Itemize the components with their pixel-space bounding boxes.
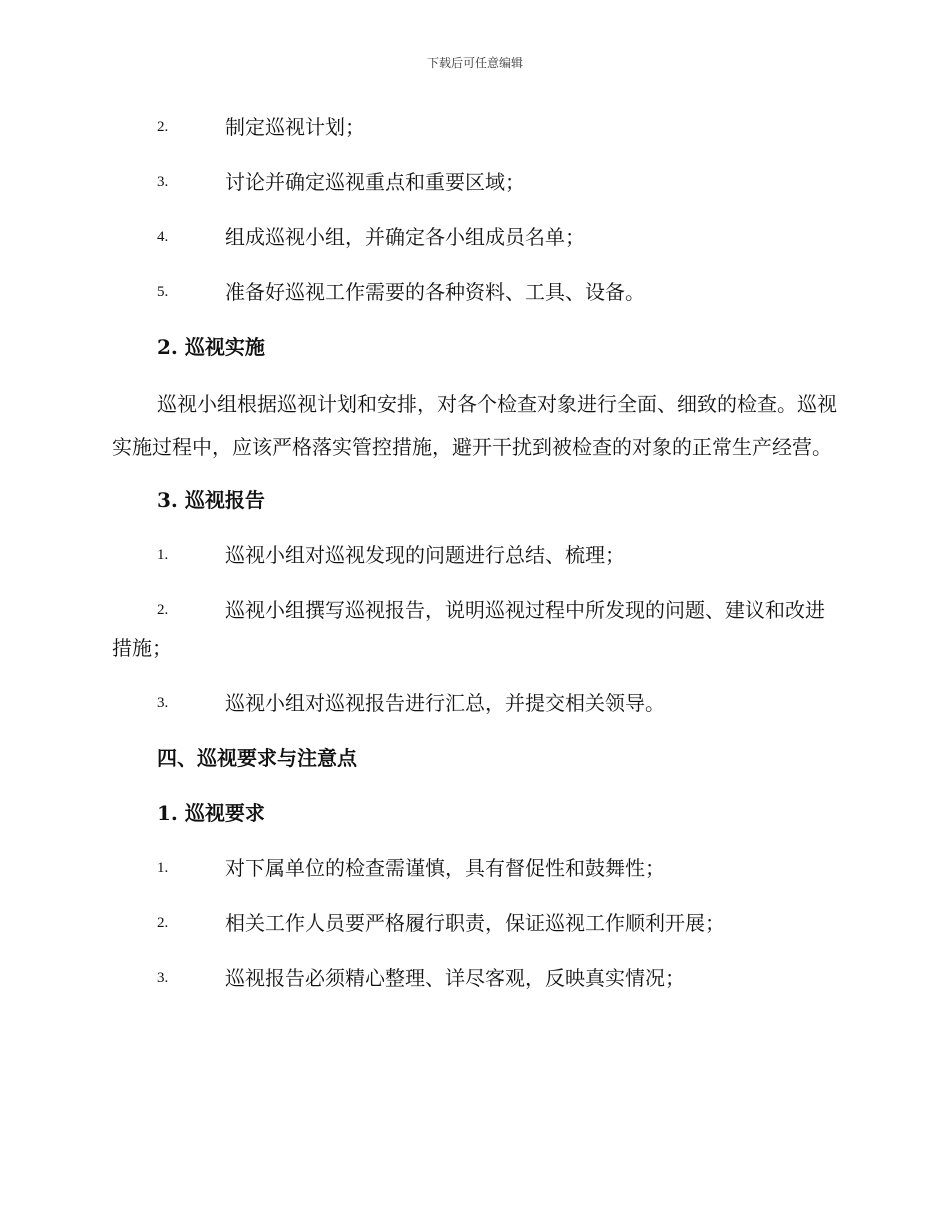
list-number: 1. bbox=[157, 547, 169, 563]
list-item bbox=[112, 959, 837, 997]
list-text: 组成巡视小组，并确定各小组成员名单； bbox=[225, 225, 585, 249]
section-heading-requirements-notes: 四、巡视要求与注意点 bbox=[157, 746, 357, 770]
list-item bbox=[112, 904, 837, 942]
list-text: 巡视小组对巡视发现的问题进行总结、梳理； bbox=[225, 543, 625, 567]
list-text: 巡视小组对巡视报告进行汇总，并提交相关领导。 bbox=[225, 691, 665, 715]
list-item bbox=[112, 591, 837, 667]
list-number: 2. bbox=[157, 915, 169, 931]
list-item bbox=[112, 684, 837, 722]
page-header: 下载后可任意编辑 bbox=[426, 56, 523, 70]
list-item bbox=[112, 849, 837, 887]
list-item bbox=[112, 536, 837, 574]
list-number: 3. bbox=[157, 695, 169, 711]
section-heading-report: 3. 巡视报告 bbox=[157, 488, 265, 512]
list-text: 巡视小组撰写巡视报告，说明巡视过程中所发现的问题、建议和改进措施； bbox=[112, 598, 825, 660]
list-item bbox=[112, 108, 837, 146]
list-number: 4. bbox=[157, 229, 169, 245]
list-number: 5. bbox=[157, 284, 169, 300]
list-text: 相关工作人员要严格履行职责，保证巡视工作顺利开展； bbox=[225, 911, 725, 935]
list-text: 巡视报告必须精心整理、详尽客观，反映真实情况； bbox=[225, 966, 685, 990]
list-number: 2. bbox=[157, 602, 169, 618]
list-number: 3. bbox=[157, 174, 169, 190]
list-number: 2. bbox=[157, 119, 169, 135]
list-text: 对下属单位的检查需谨慎，具有督促性和鼓舞性； bbox=[225, 856, 665, 880]
list-item bbox=[112, 163, 837, 201]
list-text: 准备好巡视工作需要的各种资料、工具、设备。 bbox=[225, 280, 645, 304]
list-item bbox=[112, 218, 837, 256]
document-body bbox=[112, 108, 837, 1014]
section-heading-requirements: 1. 巡视要求 bbox=[157, 801, 265, 825]
list-text: 制定巡视计划； bbox=[225, 115, 365, 139]
list-number: 1. bbox=[157, 860, 169, 876]
list-text: 讨论并确定巡视重点和重要区域； bbox=[225, 170, 525, 194]
section-heading-implement: 2. 巡视实施 bbox=[157, 335, 265, 359]
list-number: 3. bbox=[157, 970, 169, 986]
list-item bbox=[112, 273, 837, 311]
implement-paragraph: 巡视小组根据巡视计划和安排，对各个检查对象进行全面、细致的检查。巡视实施过程中，应该严格落实管控措施，避开干扰到被检查的对象的正常生产经营。 bbox=[112, 392, 837, 459]
